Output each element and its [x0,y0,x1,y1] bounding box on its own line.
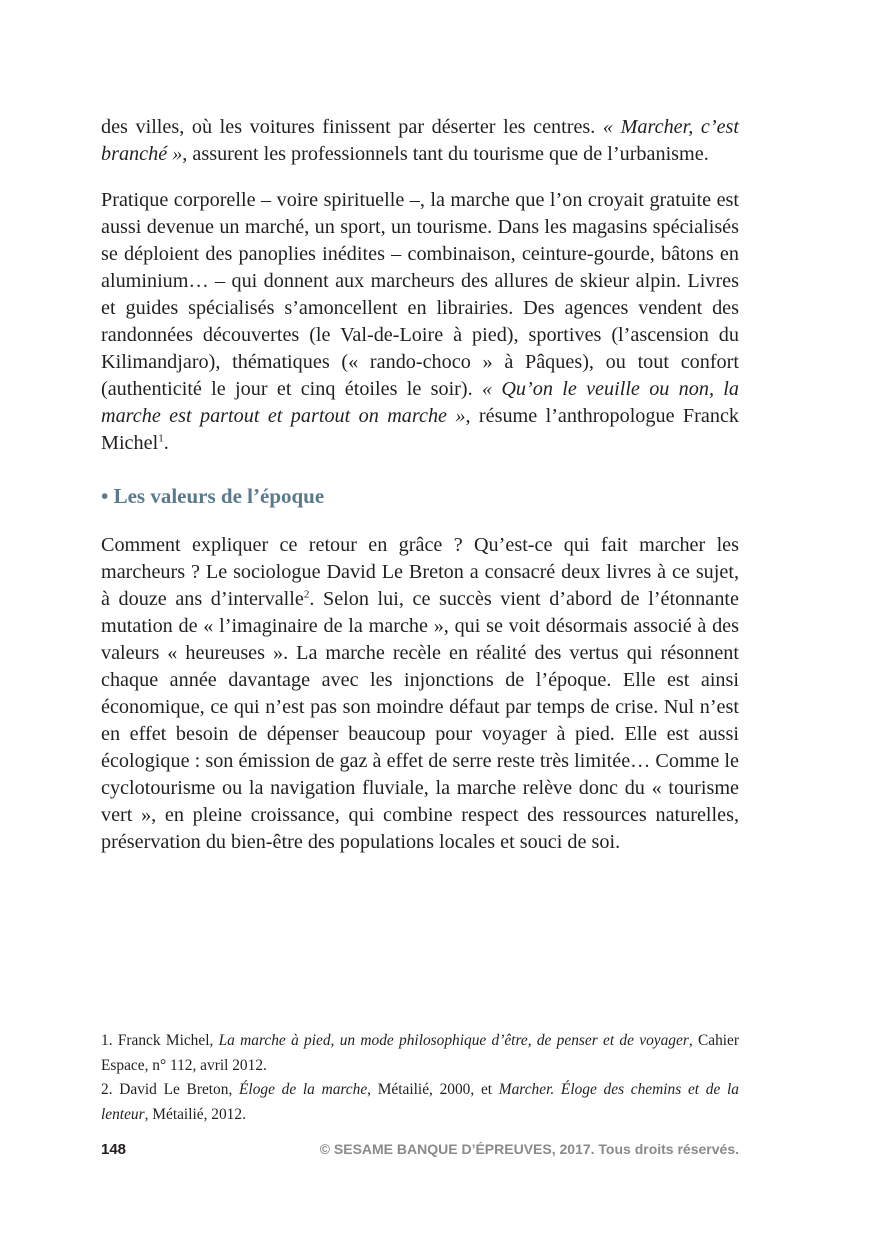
section-heading: • Les valeurs de l’époque [101,484,325,508]
footnote-1-source: , Cahier Espace, n° 112, avril 2012. [101,1032,739,1074]
paragraph-3-text: Comment expliquer ce retour en grâce ? Qu’est-ce qui fait marcher les marcheurs ? Le sociologue David Le Breton a consacré deux livres à ce sujet, à douze ans d’intervalle [101,534,739,610]
footnote-1 [101,1029,739,1078]
footnote-1-author: 1. Franck Michel, [101,1032,219,1049]
footnote-ref-2[interactable]: 2 [303,588,310,601]
footnotes [101,1029,739,1127]
page-number: 148 [101,1141,127,1158]
paragraph-2-period: . [163,432,169,454]
copyright-notice: © SESAME BANQUE D’ÉPREUVES, 2017. Tous droits réservés. [319,1141,739,1157]
paragraph-2-quote: « Qu’on le veuille ou non, la marche est partout et partout on marche » [101,378,739,427]
page-footer [101,1141,739,1158]
paragraph-3-text-end: . Selon lui, ce succès vient d’abord de l’étonnante mutation de « l’imaginaire de la marche », qui se voit désormais associé à des valeurs « heureuses ». La marche recèle en réalité des vertus qui résonnent chaque année davantage avec les injonctions de l’époque. Elle est ainsi économique, ce qui n’est pas son moindre défaut par temps de crise. Nul n’est en effet besoin de dépenser beaucoup pour voyager à pied. Elle est aussi écologique : son émission de gaz à effet de serre reste très limitée… Comme le cyclotourisme ou la navigation fluviale, la marche relève donc du « tourisme vert », en pleine croissance, qui combine respect des ressources naturelles, préservation du bien-être des populations locales et souci de soi. [101,588,739,853]
footnote-2 [101,1078,739,1127]
paragraph-3 [101,532,739,856]
paragraph-2-text: Pratique corporelle – voire spirituelle –, la marche que l’on croyait gratuite est aussi devenue un marché, un sport, un tourisme. Dans les magasins spécialisés se déploient des panoplies inédites – combinaison, ceinture-gourde, bâtons en aluminium… – qui donnent aux marcheurs des allures de skieur alpin. Livres et guides spécialisés s’amoncellent en librairies. Des agences vendent des randonnées découvertes (le Val-de-Loire à pied), sportives (l’ascension du Kilimandjaro), thématiques (« rando-choco » à Pâques), ou tout confort (authenticité le jour et cinq étoiles le soir). [101,189,739,400]
body-text [101,114,739,856]
paragraph-1-text: des villes, où les voitures finissent par déserter les centres. [101,116,603,138]
footnote-2-title-1: Éloge de la marche [239,1081,368,1098]
footnote-2-author: 2. David Le Breton, [101,1081,240,1098]
footnote-2-title-2: Marcher. Éloge des chemins et de la lenteur [101,1081,739,1123]
footnote-2-source-1: , Métailié, 2000, et [367,1081,499,1098]
paragraph-1 [101,114,739,168]
paragraph-2 [101,187,739,457]
footnote-ref-1[interactable]: 1 [158,432,164,445]
footnote-1-title: La marche à pied, un mode philosophique d’être, de penser et de voyager [218,1032,689,1049]
paragraph-1-text-end: , assurent les professionnels tant du tourisme que de l’urbanisme. [182,143,709,165]
paragraph-1-quote: « Marcher, c’est branché » [101,116,739,165]
footnote-2-source-2: , Métailié, 2012. [144,1105,246,1123]
paragraph-2-text-end: , résume l’anthropologue Franck Michel [101,405,739,454]
